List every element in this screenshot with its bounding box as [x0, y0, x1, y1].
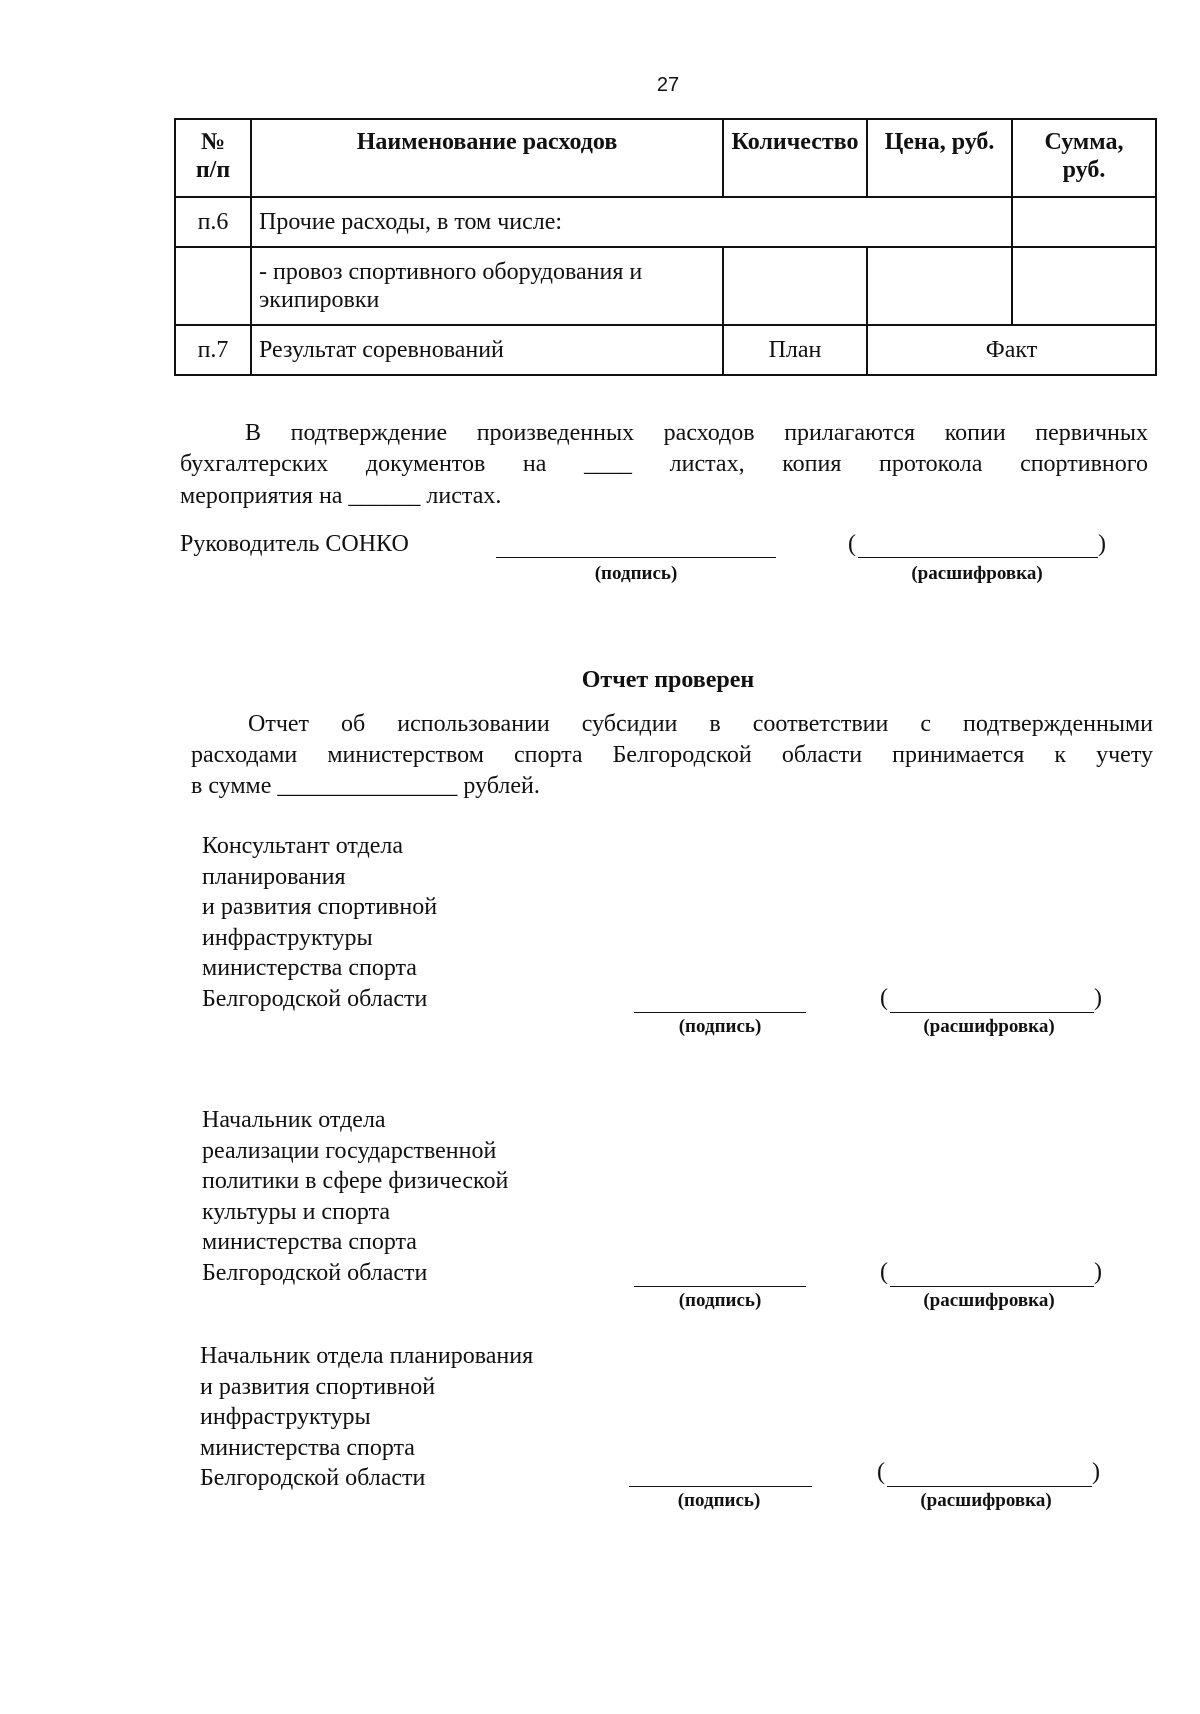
title-line: реализации государственной — [202, 1137, 497, 1164]
title-line: инфраструктуры — [202, 924, 373, 951]
header-price: Цена, руб. — [867, 119, 1012, 197]
row-name: - провоз спортивного оборудования и экипировки — [251, 247, 723, 325]
signatory-3-title — [200, 1341, 533, 1494]
title-line: министерства спорта — [202, 1229, 417, 1256]
signatory-1-name-caption: (расшифровка) — [923, 1016, 1055, 1037]
title-line: Начальник отдела планирования — [200, 1343, 534, 1369]
title-line: Консультант отдела — [202, 833, 404, 859]
expenses-table — [174, 118, 1157, 376]
row-name: Прочие расходы, в том числе: — [251, 197, 1012, 247]
row-sum — [1012, 247, 1156, 325]
title-line: планирования — [202, 863, 346, 890]
signatory-2-title — [202, 1105, 508, 1289]
checked-line-2: расходами министерством спорта Белгородской области принимается к учету — [191, 742, 1153, 768]
table-row — [175, 247, 1156, 325]
signatory-2-name-line[interactable] — [890, 1286, 1094, 1287]
open-paren: ( — [877, 1459, 885, 1485]
title-line: и развития спортивной — [202, 894, 438, 921]
row-name: Результат соревнований — [251, 325, 723, 375]
signatory-1-signature-caption: (подпись) — [678, 1016, 762, 1037]
row-plan: План — [723, 325, 867, 375]
checked-title: Отчет проверен — [581, 667, 755, 693]
signatory-3-name-caption: (расшифровка) — [920, 1490, 1052, 1511]
close-paren: ) — [1092, 1459, 1100, 1485]
table-row — [175, 325, 1156, 375]
row-fact: Факт — [867, 325, 1156, 375]
head-name-line[interactable] — [858, 557, 1098, 558]
confirmation-line-1: В подтверждение произведенных расходов прилагаются копии первичных — [245, 420, 1148, 446]
title-line: Начальник отдела — [202, 1107, 386, 1133]
confirmation-line-2: бухгалтерских документов на ____ листах, копия протокола спортивного — [180, 451, 1148, 477]
head-signature-caption: (подпись) — [594, 563, 678, 584]
title-line: министерства спорта — [200, 1434, 415, 1461]
row-sum — [1012, 197, 1156, 247]
title-line: Белгородской области — [202, 985, 428, 1012]
signatory-2-signature-line[interactable] — [634, 1286, 806, 1287]
close-paren: ) — [1094, 1259, 1102, 1285]
table-row — [175, 197, 1156, 247]
header-name: Наименование расходов — [251, 119, 723, 197]
head-label: Руководитель СОНКО — [180, 531, 409, 557]
header-qty: Количество — [723, 119, 867, 197]
row-qty — [723, 247, 867, 325]
signatory-2-name-caption: (расшифровка) — [923, 1290, 1055, 1311]
header-sum: Сумма, руб. — [1012, 119, 1156, 197]
head-name-caption: (расшифровка) — [911, 563, 1043, 584]
row-num: п.6 — [175, 197, 251, 247]
signatory-3-name-line[interactable] — [887, 1486, 1092, 1487]
signatory-3-signature-caption: (подпись) — [677, 1490, 761, 1511]
title-line: и развития спортивной — [200, 1373, 436, 1400]
title-line: Белгородской области — [200, 1465, 426, 1492]
title-line: культуры и спорта — [202, 1198, 391, 1225]
row-num: п.7 — [175, 325, 251, 375]
title-line: министерства спорта — [202, 955, 417, 982]
table-header-row — [175, 119, 1156, 197]
open-paren: ( — [880, 985, 888, 1011]
row-price — [867, 247, 1012, 325]
signatory-2-signature-caption: (подпись) — [678, 1290, 762, 1311]
title-line: политики в сфере физической — [202, 1168, 509, 1195]
signatory-3-signature-line[interactable] — [629, 1486, 812, 1487]
close-paren: ) — [1094, 985, 1102, 1011]
header-num: № п/п — [175, 119, 251, 197]
open-paren: ( — [848, 531, 856, 557]
title-line: Белгородской области — [202, 1259, 428, 1286]
close-paren: ) — [1098, 531, 1106, 557]
checked-line-1: Отчет об использовании субсидии в соответствии с подтвержденными — [248, 711, 1153, 737]
signatory-1-name-line[interactable] — [890, 1012, 1094, 1013]
checked-line-3: в сумме _______________ рублей. — [191, 773, 540, 799]
confirmation-line-3: мероприятия на ______ листах. — [180, 483, 502, 509]
signatory-1-title — [202, 831, 437, 1015]
row-num — [175, 247, 251, 325]
signatory-1-signature-line[interactable] — [634, 1012, 806, 1013]
page-number: 27 — [656, 74, 680, 96]
open-paren: ( — [880, 1259, 888, 1285]
head-signature-line[interactable] — [496, 557, 776, 558]
title-line: инфраструктуры — [200, 1404, 371, 1431]
